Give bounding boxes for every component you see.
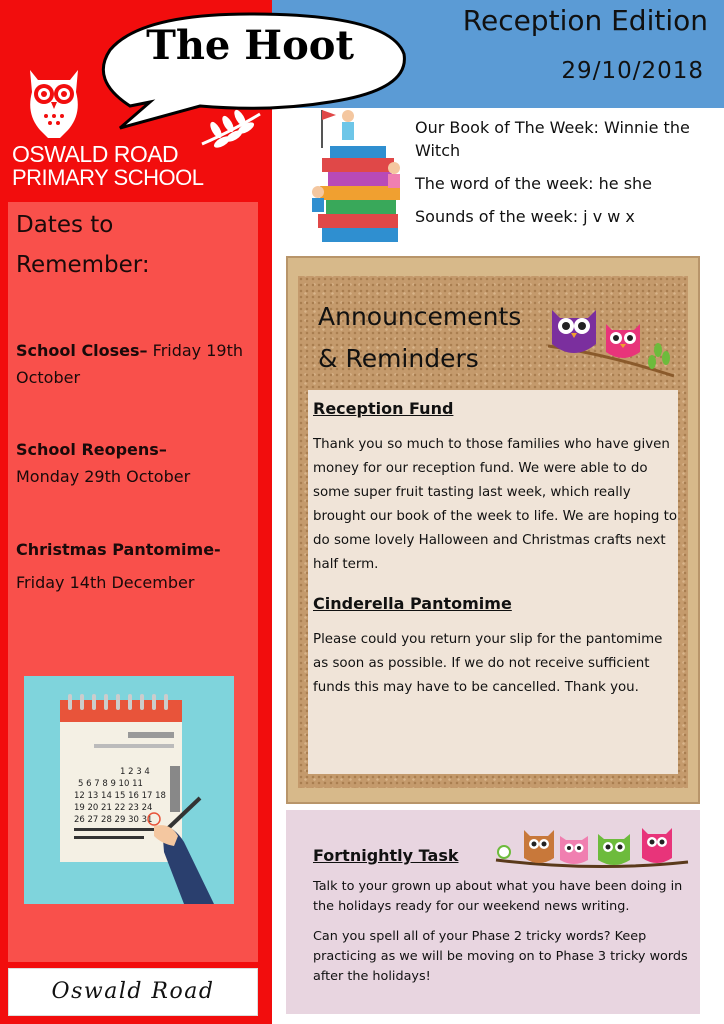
section-body-reception-fund: Thank you so much to those families who have given money for our reception fund. We were able to do some super fruit tasting last week, which really brought our book of the week to life. We are hoping to do some lovely Halloween and Christmas crafts next half term. bbox=[313, 437, 678, 572]
announcements-title-line2: & Reminders bbox=[318, 344, 479, 373]
dates-title-line2: Remember: bbox=[16, 252, 150, 278]
word-of-week: The word of the week: he she bbox=[415, 174, 653, 193]
section-heading-reception-fund: Reception Fund bbox=[313, 399, 454, 418]
edition-title: Reception Edition bbox=[462, 4, 708, 37]
task-paragraph-2: Can you spell all of your Phase 2 tricky words? Keep practicing as we will be moving on to Phase 3 tricky words after the holidays! bbox=[313, 929, 688, 984]
announcements-title-line1: Announcements bbox=[318, 302, 522, 331]
calendar-row: 26 27 28 29 30 31 bbox=[74, 815, 153, 825]
date-text: Friday 14th December bbox=[16, 573, 195, 592]
task-paragraph-1: Talk to your grown up about what you have been doing in the holidays ready for our weekend news writing. bbox=[313, 879, 683, 914]
school-name-line2: PRIMARY SCHOOL bbox=[12, 165, 204, 190]
calendar-illustration bbox=[24, 676, 234, 904]
footer-text: Oswald Road bbox=[51, 979, 215, 1004]
dates-title bbox=[16, 205, 150, 285]
date-label: Christmas Pantomime- bbox=[16, 540, 221, 559]
owl-row-icon bbox=[494, 822, 690, 872]
date-text: Friday 19th October bbox=[16, 341, 243, 387]
book-of-week: Our Book of The Week: Winnie the Witch bbox=[415, 118, 690, 160]
owl-logo-icon bbox=[20, 62, 88, 142]
school-name bbox=[12, 142, 203, 190]
sounds-of-week: Sounds of the week: j v w x bbox=[415, 207, 635, 226]
school-name-line1: OSWALD ROAD bbox=[12, 141, 179, 167]
section-body-pantomime: Please could you return your slip for the pantomime as soon as possible. If we do not receive sufficient funds this may have to be cancelled. Thank you. bbox=[313, 632, 663, 695]
calendar-icon bbox=[24, 676, 234, 904]
date-item-school-reopens bbox=[16, 436, 256, 490]
section-heading-pantomime: Cinderella Pantomime bbox=[313, 594, 512, 613]
date-item-school-closes bbox=[16, 337, 256, 391]
calendar-row: 19 20 21 22 23 24 bbox=[74, 803, 153, 813]
date-item-pantomime bbox=[16, 533, 256, 599]
task-heading: Fortnightly Task bbox=[313, 846, 459, 865]
calendar-row: 5 6 7 8 9 10 11 bbox=[78, 779, 143, 789]
issue-date: 29/10/2018 bbox=[561, 58, 704, 84]
book-stack-icon bbox=[308, 108, 408, 250]
announcements-title bbox=[318, 296, 521, 380]
date-text: Monday 29th October bbox=[16, 467, 191, 486]
calendar-row: 12 13 14 15 16 17 18 bbox=[74, 791, 166, 801]
newsletter-title: The Hoot bbox=[146, 22, 354, 69]
dates-title-line1: Dates to bbox=[16, 212, 114, 238]
date-label: School Closes– bbox=[16, 341, 148, 360]
date-label: School Reopens– bbox=[16, 440, 167, 459]
owls-on-branch-icon bbox=[546, 300, 682, 384]
calendar-row: 1 2 3 4 bbox=[120, 767, 150, 777]
footer-box bbox=[8, 968, 258, 1016]
